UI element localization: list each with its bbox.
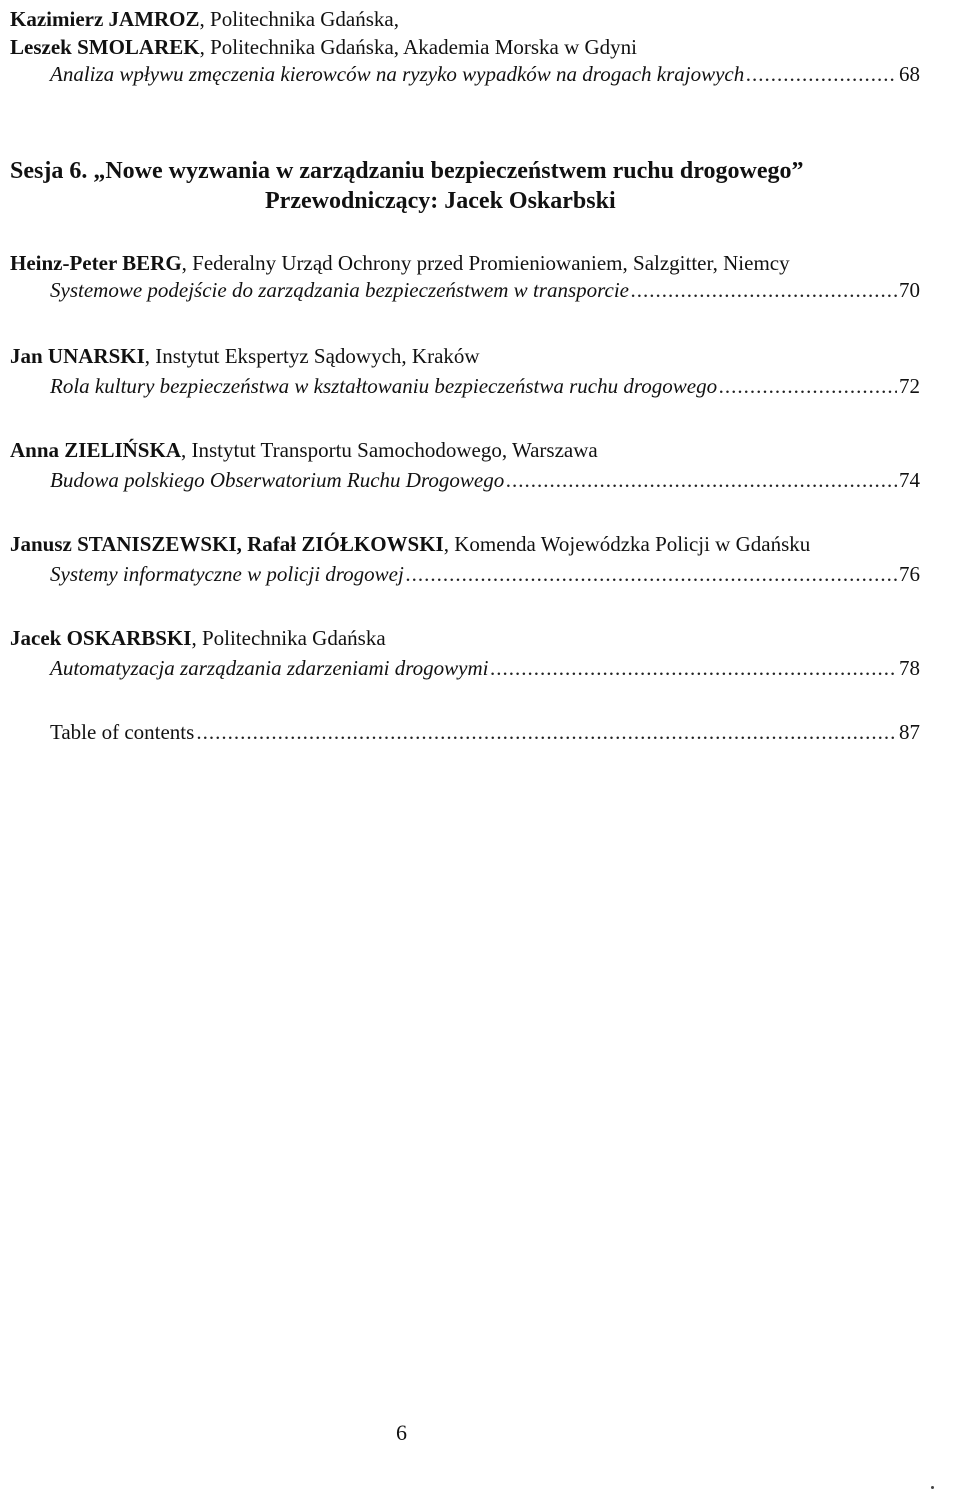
- leader-dots: [196, 719, 897, 745]
- paper-title-entry: [50, 467, 920, 493]
- paper-title-entry: [50, 277, 920, 303]
- session-chair: Przewodniczący: Jacek Oskarbski: [265, 188, 616, 214]
- paper-title: Systemowe podejście do zarządzania bezpieczeństwem w transporcie: [50, 278, 629, 302]
- leader-dots: [631, 277, 897, 303]
- leader-dots: [490, 655, 897, 681]
- session-heading: [10, 156, 940, 216]
- author-line: [10, 343, 480, 369]
- author-name: Jan UNARSKI: [10, 344, 145, 368]
- paper-title: Automatyzacja zarządzania zdarzeniami drogowymi: [50, 656, 489, 680]
- author-affiliation: , Politechnika Gdańska,: [199, 7, 399, 31]
- page-ref: 72: [899, 374, 920, 398]
- author-line: [10, 6, 399, 32]
- author-line: [10, 531, 810, 557]
- page-number: 6: [396, 1420, 407, 1445]
- toc-label: Table of contents: [50, 720, 195, 744]
- author-affiliation: , Instytut Ekspertyz Sądowych, Kraków: [144, 344, 480, 368]
- page-ref: 78: [899, 656, 920, 680]
- page-ref: 87: [899, 720, 920, 744]
- toc-entry: [50, 719, 920, 745]
- author-line: [10, 437, 598, 463]
- author-line: [10, 625, 386, 651]
- scan-speck: [931, 1486, 934, 1489]
- author-affiliation: , Komenda Wojewódzka Policji w Gdańsku: [443, 532, 811, 556]
- session-title: Sesja 6. „Nowe wyzwania w zarządzaniu bezpieczeństwem ruchu drogowego”: [10, 158, 804, 184]
- author-name: Heinz-Peter BERG: [10, 251, 182, 275]
- paper-title-entry: [50, 373, 920, 399]
- paper-title: Systemy informatyczne w policji drogowej: [50, 562, 404, 586]
- leader-dots: [506, 467, 897, 493]
- leader-dots: [406, 561, 897, 587]
- author-affiliation: , Federalny Urząd Ochrony przed Promieniowaniem, Salzgitter, Niemcy: [181, 251, 790, 275]
- author-affiliation: , Instytut Transportu Samochodowego, Warszawa: [180, 438, 598, 462]
- page-ref: 70: [899, 278, 920, 302]
- author-name: Jacek OSKARBSKI: [10, 626, 192, 650]
- author-name: Kazimierz JAMROZ: [10, 7, 200, 31]
- paper-title: Budowa polskiego Obserwatorium Ruchu Drogowego: [50, 468, 505, 492]
- author-affiliation: , Politechnika Gdańska, Akademia Morska w Gdyni: [199, 35, 638, 59]
- leader-dots: [719, 373, 897, 399]
- author-name: Anna ZIELIŃSKA: [10, 438, 181, 462]
- author-affiliation: , Politechnika Gdańska: [191, 626, 386, 650]
- paper-title-entry: [50, 655, 920, 681]
- page-ref: 76: [899, 562, 920, 586]
- author-line: [10, 34, 637, 60]
- author-name: Leszek SMOLAREK: [10, 35, 200, 59]
- leader-dots: [746, 61, 897, 87]
- page-ref: 68: [899, 62, 920, 86]
- paper-title: Analiza wpływu zmęczenia kierowców na ryzyko wypadków na drogach krajowych: [50, 62, 745, 86]
- paper-title-entry: [50, 561, 920, 587]
- page-ref: 74: [899, 468, 920, 492]
- paper-title-entry: [50, 61, 920, 87]
- author-line: [10, 250, 790, 276]
- paper-title: Rola kultury bezpieczeństwa w kształtowaniu bezpieczeństwa ruchu drogowego: [50, 374, 718, 398]
- author-name: Janusz STANISZEWSKI, Rafał ZIÓŁKOWSKI: [10, 532, 444, 556]
